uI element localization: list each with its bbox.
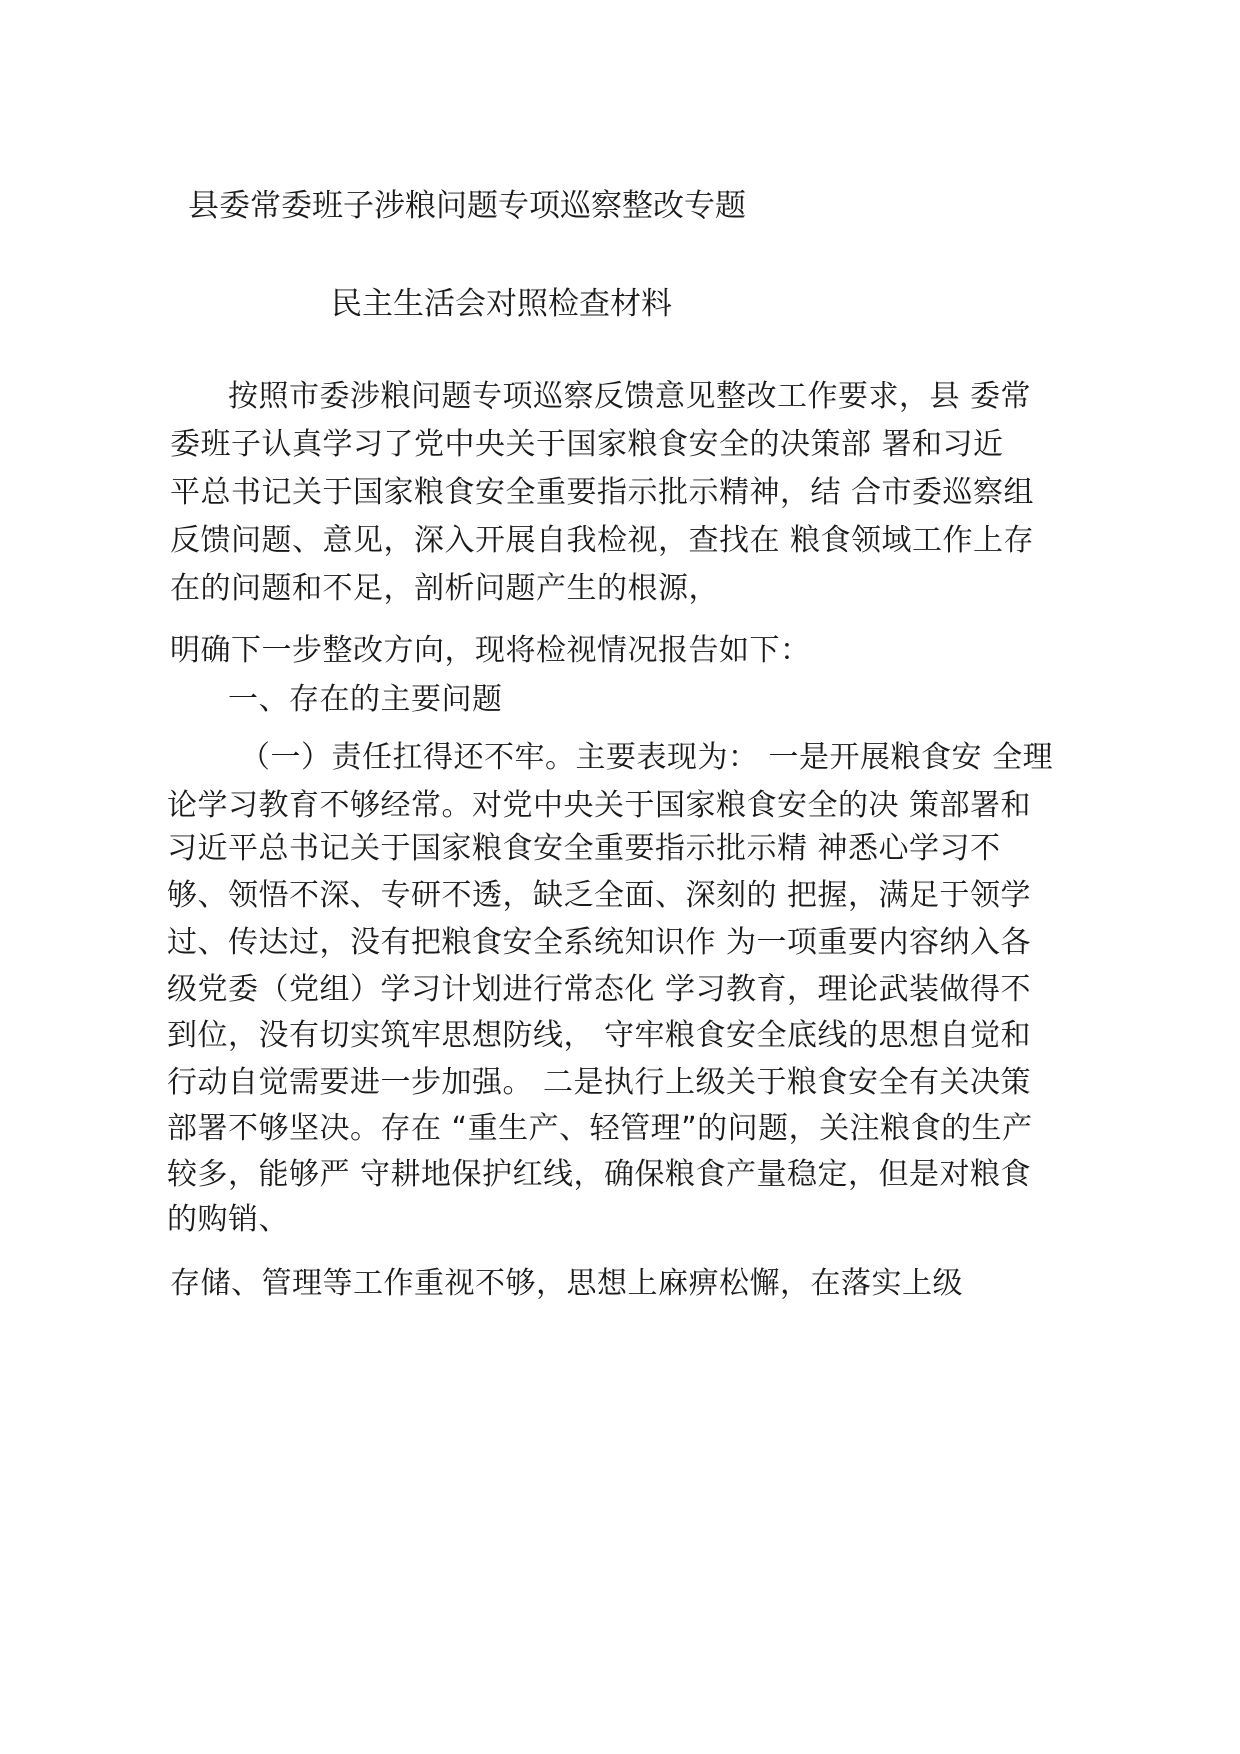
body-line: 过、传达过，没有把粮食安全系统知识作 为一项重要内容纳入各 [167, 925, 1032, 960]
section-heading: 一、存在的主要问题 [228, 682, 503, 717]
body-line: 平总书记关于国家粮食安全重要指示批示精神，结 合市委巡察组 [170, 475, 1035, 510]
body-line: （一）责任扛得还不牢。主要表现为： 一是开展粮食安 全理 [240, 740, 1054, 775]
body-line: 够、领悟不深、专研不透，缺乏全面、深刻的 把握，满足于领学 [167, 878, 1032, 913]
body-line: 委班子认真学习了党中央关于国家粮食安全的决策部 署和习近 [170, 427, 1004, 462]
body-line: 反馈问题、意见，深入开展自我检视，查找在 粮食领域工作上存 [170, 523, 1035, 558]
body-line: 存储、管理等工作重视不够，思想上麻痹松懈，在落实上级 [170, 1266, 963, 1301]
body-line: 明确下一步整改方向，现将检视情况报告如下： [170, 633, 811, 668]
title-line-1: 县委常委班子涉粮问题专项巡察整改专题 [188, 188, 746, 224]
body-line: 按照市委涉粮问题专项巡察反馈意见整改工作要求，县 委常 [228, 379, 1032, 414]
body-line: 级党委（党组）学习计划进行常态化 学习教育，理论武装做得不 [167, 972, 1032, 1007]
body-line: 行动自觉需要进一步加强。 二是执行上级关于粮食安全有关决策 [167, 1065, 1032, 1100]
body-line: 较多，能够严 守耕地保护红线，确保粮食产量稳定，但是对粮食 [167, 1157, 1032, 1192]
body-line: 的购销、 [167, 1202, 289, 1237]
body-line: 在的问题和不足，剖析问题产生的根源， [170, 571, 719, 606]
body-line: 论学习教育不够经常。对党中央关于国家粮食安全的决 策部署和 [167, 788, 1032, 823]
body-line: 部署不够坚决。存在 “重生产、轻管理”的问题，关注粮食的生产 [167, 1111, 1033, 1146]
body-line: 习近平总书记关于国家粮食安全重要指示批示精 神悉心学习不 [167, 831, 1001, 866]
title-line-2: 民主生活会对照检查材料 [331, 286, 672, 322]
body-line: 到位，没有切实筑牢思想防线， 守牢粮食安全底线的思想自觉和 [167, 1018, 1032, 1053]
